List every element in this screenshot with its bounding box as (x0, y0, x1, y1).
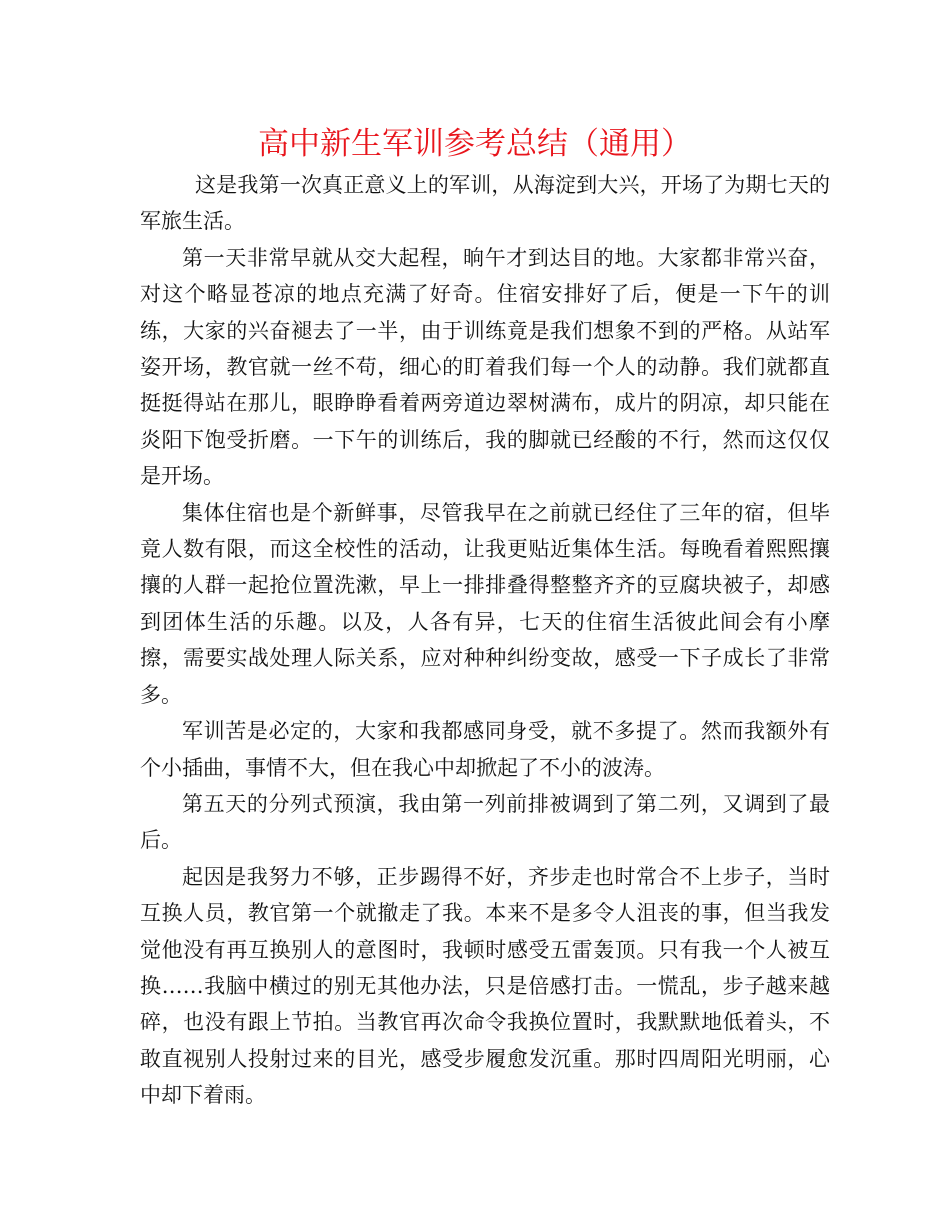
document-title: 高中新生军训参考总结（通用） (258, 126, 692, 162)
paragraph-3: 集体住宿也是个新鲜事，尽管我早在之前就已经住了三年的宿，但毕竟人数有限，而这全校性的活动，让我更贴近集体生活。每晚看着熙熙攘攘的人群一起抢位置洗漱，早上一排排叠得整整齐齐的豆腐块被子，却感到团体生活的乐趣。以及，人各有异，七天的住宿生活彼此间会有小摩擦，需要实战处理人际关系，应对种种纠纷变故，感受一下子成长了非常多。 (140, 500, 830, 707)
paragraph-4: 军训苦是必定的，大家和我都感同身受，就不多提了。然而我额外有个小插曲，事情不大，但在我心中却掀起了不小的波涛。 (140, 719, 830, 780)
paragraph-6: 起因是我努力不够，正步踢得不好，齐步走也时常合不上步子，当时互换人员，教官第一个就撤走了我。本来不是多令人沮丧的事，但当我发觉他没有再互换别人的意图时，我顿时感受五雷轰顶。只有我一个人被互换……我脑中横过的别无其他办法，只是倍感打击。一慌乱，步子越来越碎，也没有跟上节拍。当教官再次命令我换位置时，我默默地低着头，不敢直视别人投射过来的目光，感受步履愈发沉重。那时四周阳光明丽，心中却下着雨。 (140, 864, 830, 1108)
document-body (140, 167, 830, 1114)
paragraph-2: 第一天非常早就从交大起程，晌午才到达目的地。大家都非常兴奋，对这个略显苍凉的地点充满了好奇。住宿安排好了后，便是一下午的训练，大家的兴奋褪去了一半，由于训练竟是我们想象不到的严格。从站军姿开场，教官就一丝不苟，细心的盯着我们每一个人的动静。我们就都直挺挺得站在那儿，眼睁睁看着两旁道边翠树满布，成片的阴凉，却只能在炎阳下饱受折磨。一下午的训练后，我的脚就已经酸的不行，然而这仅仅是开场。 (140, 245, 830, 489)
paragraph-5: 第五天的分列式预演，我由第一列前排被调到了第二列，又调到了最后。 (140, 791, 830, 853)
paragraph-1: 这是我第一次真正意义上的军训，从海淀到大兴，开场了为期七天的军旅生活。 (140, 173, 830, 234)
